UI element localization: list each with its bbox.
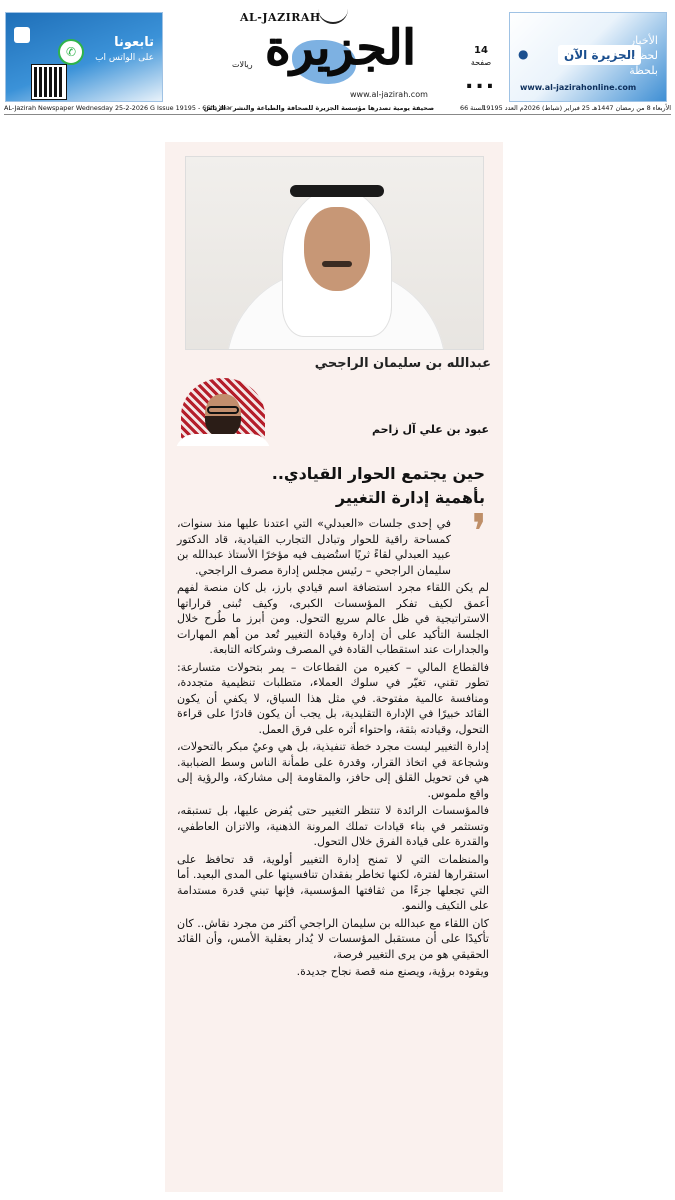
photo-agal [290, 185, 384, 197]
paragraph: ويقوده برؤية، ويصنع منه قصة نجاح جديدة. [296, 965, 489, 978]
paragraph: فالقطاع المالي – كغيره من القطاعات – يمر بتحولات متسارعة: تطور تقني، تغيّر في سلوك العملاء، متطلبات تنظيمية متجددة، ومنافسة عالمية مفتوحة. في مثل هذا السياق، لا يكفي أن يكون القائد خبيرًا في الإدارة التقليدية، بل يجب أن يكون قادرًا على قراءة التحول، وقيادته بثقة، واحتواء أثره على فرق العمل. [177, 660, 489, 736]
article-headline [175, 462, 485, 510]
issue-info-english: AL-Jazirah Newspaper Wednesday 25-2-2026 G Issue 19195 - 66th Year [4, 104, 233, 112]
paragraph: لم يكن اللقاء مجرد استضافة اسم قيادي بارز، بل كان منصة لفهم أعمق لكيف تفكر المؤسسات الكبرى، وكيف تُبنى قراراتها الاستراتيجية في ظل عالم سريع التحول. ومن أبرز ما طُرح خلال الجلسة التأكيد على أن إدارة وقيادة التغيير تُعد من أهم المهارات والجدارات عند استقطاب القادة في المصرف وشركاته التابعة. [177, 581, 489, 656]
aljazirah-now-logo: الجزيرة الآن [558, 45, 641, 65]
ad-line: بلحظة [629, 64, 658, 77]
paragraph: فالمؤسسات الرائدة لا تنتظر التغيير حتى يُفرض عليها، بل تستبقه، وتستثمر في بناء قيادات تملك المرونة الذهنية، والاتزان العاطفي، والقدرة على قيادة الفرق خلال التحول. [177, 804, 489, 848]
follow-us-text: تابعونا [114, 35, 154, 50]
photo-moustache [322, 261, 352, 267]
price-label: ريالات [232, 60, 253, 69]
page-number: 14 [474, 45, 488, 56]
headline-line-1: حين يجتمع الحوار القيادي.. [271, 464, 485, 483]
logo-latin: AL-JAZIRAH [240, 11, 321, 24]
author-photo [169, 374, 275, 446]
aljazirah-now-ad[interactable] [509, 12, 667, 102]
ellipsis-mark: ... [465, 69, 497, 94]
paragraph: في إحدى جلسات «العبدلي» التي اعتدنا عليها منذ سنوات، كمساحة راقية للحوار وتبادل التجارب القيادية، قاد الدكتور عبيد العبدلي لقاءً ثريًا استُضيف فيه مؤخرًا الأستاذ عبدالله بن سليمان الراجحي – رئيس مجلس إدارة مصرف الراجحي. [177, 517, 451, 577]
ad-line: لحظة [632, 49, 658, 62]
globe-icon: ● [518, 47, 529, 61]
issue-year: السنة 66 [460, 104, 485, 112]
whatsapp-follow-ad[interactable] [5, 12, 163, 102]
quote-mark-icon: ❜ [471, 504, 487, 560]
ad-line: الأخبار [629, 34, 658, 47]
issue-info-arabic: الأربعاء 8 من رمضان 1447هـ 25 فبراير (شباط) 2026م العدد 19195 [482, 104, 671, 112]
paragraph: إدارة التغيير ليست مجرد خطة تنفيذية، بل هي وعيٌ مبكر بالتحولات، وشجاعة في اتخاذ القرار، وقدرة على طمأنة الناس وسط الضبابية. هي فن تحويل القلق إلى حافز، والمقاومة إلى مشاركة، والرؤية إلى واقع ملموس. [177, 740, 489, 800]
brand-logo-icon [14, 27, 30, 43]
website-url[interactable]: www.al-jazirah.com [350, 90, 428, 99]
publisher-tagline: صحيفة يومية تصدرها مؤسسة الجزيرة للصحافة والطباعة والنشر - الرياض [203, 104, 434, 112]
author-glasses [207, 406, 239, 414]
author-thobe [175, 434, 271, 446]
article-body [177, 516, 489, 982]
author-name: عبود بن علي آل زاحم [372, 423, 489, 436]
news-moment-text [629, 33, 658, 78]
follow-on-whatsapp-text: على الواتس اب [95, 53, 154, 63]
paragraph: والمنظمات التي لا تمنح إدارة التغيير أولوية، قد تحافظ على استقرارها لفترة، لكنها تخاطر بفقدان تنافسيتها على المدى البعيد. أما التي تجعلها جزءًا من ثقافتها المؤسسية، فإنها تبني قدرة مستدامة على التكيف والنمو. [177, 852, 489, 912]
photo-face [304, 207, 370, 291]
page-label: صفحة [470, 58, 492, 67]
newspaper-logo[interactable]: الجزيرة [264, 20, 416, 76]
whatsapp-icon: ✆ [58, 39, 84, 65]
headline-line-2: بأهمية إدارة التغيير [335, 488, 485, 507]
qr-code-icon [32, 65, 66, 99]
masthead [0, 0, 675, 112]
paragraph: كان اللقاء مع عبدالله بن سليمان الراجحي أكثر من مجرد نقاش.. كان تأكيدًا على أن مستقبل المؤسسات لا يُدار بعقلية الأمس، وأن القائد الحقيقي هو من يرى التغيير فرصة، [177, 916, 489, 961]
article-panel [165, 142, 503, 1192]
online-url[interactable]: www.al-jazirahonline.com [520, 83, 637, 92]
subject-photo [185, 156, 484, 350]
subject-name: عبدالله بن سليمان الراجحي [314, 356, 491, 371]
issue-info-bar [4, 102, 671, 115]
